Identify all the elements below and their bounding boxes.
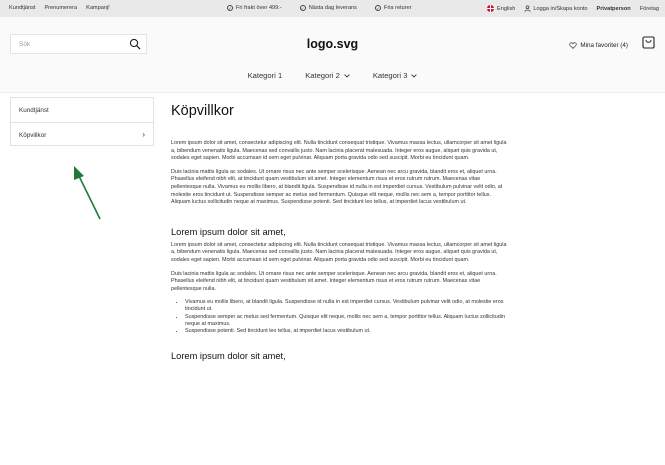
top-account-area bbox=[487, 5, 659, 12]
paragraph: Lorem ipsum dolor sit amet, consectetur adipiscing elit. Nulla tincidunt consequat tristique. Vivamus massa lectus, ullamcorper sit amet ligula a, bibendum venenatis ligula. Maecenas sed convallis justo. Nam lacinia placerat malesuada. Integer eros augue, aliquet quis gravida ut, sodales eget sapien. Morbi accumsan id sem eget pulvinar. Aliquam porta gravida odio sed suscipit. Morbi eu tincidunt quam. bbox=[171, 241, 507, 263]
site-header bbox=[0, 17, 665, 93]
user-icon bbox=[524, 5, 531, 12]
check-circle-icon: ✓ bbox=[228, 6, 232, 11]
bullet-list bbox=[171, 299, 511, 335]
topbar-link-subscribe[interactable]: Prenumerera bbox=[44, 5, 78, 11]
topbar-link-customer-service[interactable]: Kundtjänst bbox=[9, 5, 36, 11]
chevron-down-icon bbox=[411, 74, 417, 78]
sidebar-menu bbox=[10, 97, 154, 146]
paragraph: Duis lacinia mattis ligula ac sodales. Ut ornare risus nec ante semper scelerisque. Aenean nec arcu gravida, blandit eros et, aliquet urna. Phasellus eleifend nibh elit, at tincidunt quam vestibulum sit amet. Integer elementum risus et eros rutrum rutrum. Maecenas vitae pellentesque nulla. bbox=[171, 270, 497, 292]
site-logo[interactable]: logo.svg bbox=[306, 37, 359, 51]
flag-uk-icon bbox=[487, 5, 494, 12]
main-nav bbox=[0, 71, 665, 80]
list-item: • Vivamus eu mollis libero, at blandit ligula. Suspendisse id nulla in est imperdiet cursus. Vestibulum pulvinar velit odio, at molestie eros tincidunt ut. bbox=[185, 299, 511, 313]
sidebar-item-label: Kundtjänst bbox=[19, 107, 49, 114]
bag-icon[interactable] bbox=[642, 35, 655, 49]
sidebar-item-terms[interactable] bbox=[11, 122, 153, 146]
usp-next-day bbox=[300, 5, 357, 11]
usp-label: Nästa dag leverans bbox=[308, 5, 357, 11]
usp-free-shipping bbox=[227, 5, 282, 11]
segment-private-link[interactable]: Privatperson bbox=[596, 5, 631, 12]
sidebar-item-customer-service[interactable] bbox=[11, 98, 153, 122]
list-item: • Suspendisse potenti. Sed tincidunt leo tellus, at imperdiet lacus vestibulum ut. bbox=[185, 328, 511, 335]
usp-label: Fria returer bbox=[383, 5, 412, 11]
login-link[interactable] bbox=[524, 5, 587, 12]
top-links bbox=[9, 5, 110, 11]
topbar-link-campaign[interactable]: Kampanj! bbox=[86, 5, 110, 11]
nav-item-category-3[interactable] bbox=[373, 71, 418, 80]
usp-free-returns bbox=[375, 5, 412, 11]
list-item: • Suspendisse semper ac metus sed fermentum. Quisque elit neque, mollis nec sem a, tempor porttitor tellus. Aliquam luctus sollicitudin neque at maximus. bbox=[185, 314, 511, 328]
segment-business-link[interactable]: Företag bbox=[639, 5, 659, 12]
language-label: English bbox=[497, 5, 516, 12]
paragraph: Duis lacinia mattis ligula ac sodales. Ut ornare risus nec ante semper scelerisque. Aenean nec arcu gravida, blandit eros et, aliquet urna. Phasellus eleifend nibh elit, at tincidunt quam vestibulum sit amet. Integer elementum risus et eros rutrum rutrum. Maecenas vitae pellentesque nulla. Vivamus eu mollis libero, at blandit ligula. Suspendisse id nulla in est imperdiet cursus. Vestibulum pulvinar velit odio, at molestie eros tincidunt ut. Suspendisse semper ac metus sed fermentum. Quisque elit neque, mollis nec sem a, tempor porttitor tellus. Aliquam luctus sollicitudin neque at maximus. Suspendisse potenti. Sed tincidunt leo tellus, at imperdiet lacus vestibulum ut. bbox=[171, 168, 503, 206]
login-label: Logga in/Skapa konto bbox=[533, 5, 588, 12]
chevron-right-icon: › bbox=[142, 130, 145, 139]
nav-item-category-1[interactable] bbox=[248, 71, 283, 80]
favorites-label: Mina favoriter (4) bbox=[580, 42, 628, 49]
sidebar-item-label: Köpvillkor bbox=[19, 132, 47, 139]
chevron-down-icon bbox=[344, 74, 350, 78]
nav-label: Kategori 3 bbox=[372, 71, 408, 80]
top-utility-bar bbox=[0, 0, 665, 17]
nav-item-category-2[interactable] bbox=[305, 71, 350, 80]
usp-label: Fri frakt över 499:- bbox=[236, 5, 282, 11]
nav-label: Kategori 2 bbox=[305, 71, 340, 80]
search-placeholder: Sök bbox=[19, 41, 31, 48]
favorites-link[interactable] bbox=[569, 42, 628, 49]
paragraph: Lorem ipsum dolor sit amet, consectetur adipiscing elit. Nulla tincidunt consequat tristique. Vivamus massa lectus, ullamcorper sit amet ligula a, bibendum venenatis ligula. Maecenas sed convallis justo. Nam lacinia placerat malesuada. Integer eros augue, aliquet quis gravida ut, sodales eget sapien. Morbi accumsan id sem eget pulvinar. Aliquam porta gravida odio sed suscipit. Morbi eu tincidunt quam. bbox=[171, 140, 507, 162]
section-heading: Lorem ipsum dolor sit amet, bbox=[171, 226, 286, 237]
check-circle-icon: ✓ bbox=[376, 6, 380, 11]
section-heading: Lorem ipsum dolor sit amet, bbox=[171, 350, 286, 361]
page-title: Köpvillkor bbox=[171, 103, 234, 119]
heart-icon bbox=[569, 42, 577, 49]
language-switch[interactable] bbox=[487, 5, 515, 12]
check-circle-icon: ✓ bbox=[301, 6, 305, 11]
main-content bbox=[171, 103, 511, 361]
usp-list bbox=[227, 5, 412, 11]
nav-label: Kategori 1 bbox=[247, 71, 283, 80]
